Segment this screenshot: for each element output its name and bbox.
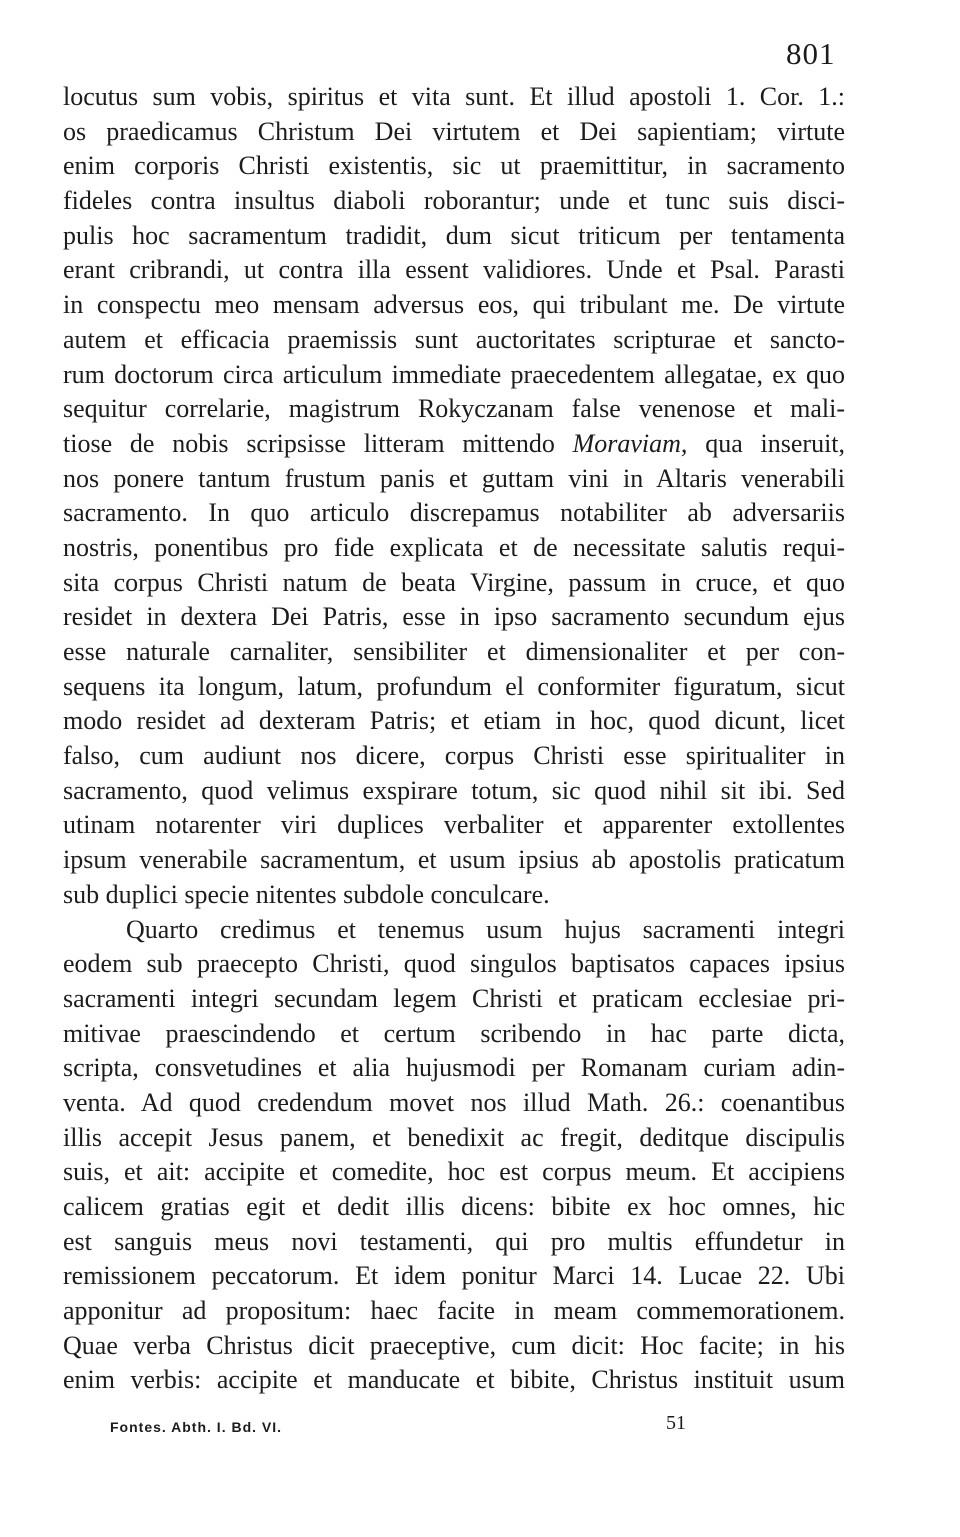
- text-line: sita corpus Christi natum de beata Virgine, passum in cruce, et quo: [63, 567, 845, 597]
- footer-signature: 51: [666, 1412, 686, 1434]
- body-text: [63, 80, 845, 1398]
- text-line: esse naturale carnaliter, sensibiliter et dimensionaliter et per con-: [63, 637, 845, 666]
- text-line: fideles contra insultus diaboli roborantur; unde et tunc suis disci-: [63, 186, 845, 216]
- text-line: in conspectu meo mensam adversus eos, qui tribulant me. De virtute: [63, 290, 845, 320]
- italic-place-name: Moraviam,: [572, 428, 688, 458]
- text-line: sacramento, quod velimus exspirare totum, sic quod nihil sit ibi. Sed: [63, 775, 845, 805]
- text-line: sub duplici specie nitentes subdole conculcare.: [63, 879, 550, 909]
- text-line: sacramento. In quo articulo discrepamus notabiliter ab adversariis: [63, 498, 845, 528]
- text-line: venta. Ad quod credendum movet nos illud Math. 26.: coenantibus: [63, 1087, 845, 1117]
- text-line: apponitur ad propositum: haec facite in meam commemorationem.: [63, 1296, 845, 1326]
- text-segment: qua inseruit,: [705, 428, 846, 458]
- text-line: mitivae praescindendo et certum scribendo in hac parte dicta,: [63, 1018, 845, 1048]
- text-line: autem et efficacia praemissis sunt auctoritates scripturae et sancto-: [63, 324, 845, 354]
- text-line: ipsum venerabile sacramentum, et usum ipsius ab apostolis praticatum: [63, 845, 845, 875]
- text-line: suis, et ait: accipite et comedite, hoc est corpus meum. Et accipiens: [63, 1157, 845, 1187]
- text-line: scripta, consvetudines et alia hujusmodi per Romanam curiam adin-: [63, 1053, 845, 1083]
- text-line: sacramenti integri secundam legem Christi et praticam ecclesiae pri-: [63, 983, 845, 1013]
- text-line: enim verbis: accipite et manducate et bibite, Christus instituit usum: [63, 1365, 845, 1395]
- text-line: remissionem peccatorum. Et idem ponitur Marci 14. Lucae 22. Ubi: [63, 1261, 845, 1291]
- text-line: pulis hoc sacramentum tradidit, dum sicut triticum per tentamenta: [63, 220, 845, 250]
- text-line: calicem gratias egit et dedit illis dicens: bibite ex hoc omnes, hic: [63, 1192, 845, 1221]
- text-line: utinam notarenter viri duplices verbaliter et apparenter extollentes: [63, 810, 845, 840]
- text-segment: tiose de nobis scripsisse litteram mittendo: [63, 428, 555, 458]
- page-number: 801: [786, 36, 836, 71]
- footer-source: Fontes. Abth. I. Bd. VI.: [110, 1419, 283, 1435]
- text-line: falso, cum audiunt nos dicere, corpus Christi esse spiritualiter in: [63, 741, 845, 771]
- text-line-with-italic: [63, 427, 845, 462]
- text-line: sequens ita longum, latum, profundum el conformiter figuratum, sicut: [63, 671, 845, 701]
- text-line: modo residet ad dexteram Patris; et etiam in hoc, quod dicunt, licet: [63, 706, 845, 736]
- text-line: eodem sub praecepto Christi, quod singulos baptisatos capaces ipsius: [63, 949, 845, 979]
- text-line: nostris, ponentibus pro fide explicata et de necessitate salutis requi-: [63, 532, 845, 562]
- text-line: rum doctorum circa articulum immediate praecedentem allegatae, ex quo: [63, 359, 845, 389]
- text-line: residet in dextera Dei Patris, esse in ipso sacramento secundum ejus: [63, 602, 845, 632]
- text-line: illis accepit Jesus panem, et benedixit ac fregit, deditque discipulis: [63, 1122, 845, 1152]
- text-line: locutus sum vobis, spiritus et vita sunt. Et illud apostoli 1. Cor. 1.:: [63, 82, 845, 111]
- text-line: erant cribrandi, ut contra illa essent validiores. Unde et Psal. Parasti: [63, 255, 845, 285]
- text-line: est sanguis meus novi testamenti, qui pro multis effundetur in: [63, 1226, 845, 1256]
- text-line: nos ponere tantum frustum panis et guttam vini in Altaris venerabili: [63, 463, 845, 493]
- text-line: os praedicamus Christum Dei virtutem et Dei sapientiam; virtute: [63, 116, 845, 146]
- paragraph-start-line: Quarto credimus et tenemus usum hujus sacramenti integri: [126, 914, 845, 944]
- text-line: enim corporis Christi existentis, sic ut praemittitur, in sacramento: [63, 151, 845, 181]
- text-line: Quae verba Christus dicit praeceptive, cum dicit: Hoc facite; in his: [63, 1330, 845, 1360]
- text-line: sequitur correlarie, magistrum Rokyczanam false venenose et mali-: [63, 394, 845, 424]
